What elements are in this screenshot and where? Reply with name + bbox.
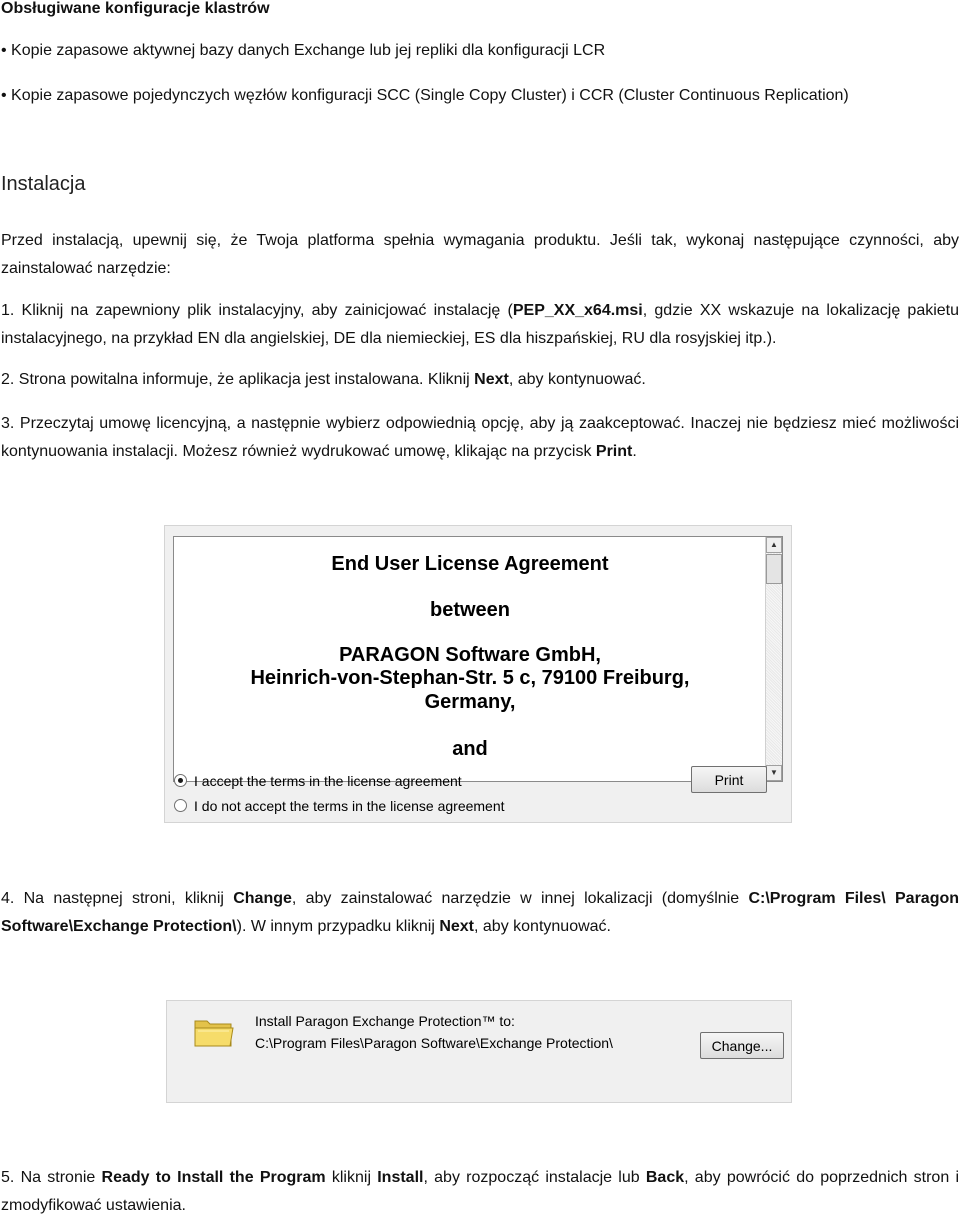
eula-between: between bbox=[429, 599, 511, 621]
step-5-paragraph bbox=[1, 1164, 959, 1220]
eula-text-box bbox=[173, 536, 783, 782]
step-5-ready: Ready to Install the Program bbox=[101, 1169, 326, 1186]
scroll-down-icon[interactable]: ▼ bbox=[766, 765, 782, 781]
decline-radio[interactable] bbox=[174, 799, 187, 812]
accept-radio[interactable] bbox=[174, 774, 187, 787]
change-button[interactable]: Change... bbox=[700, 1032, 784, 1059]
print-button[interactable]: Print bbox=[691, 766, 767, 793]
bullet-scc-ccr: • Kopie zapasowe pojedynczych węzłów konfiguracji SCC (Single Copy Cluster) i CCR (Cluster Continuous Replication) bbox=[1, 87, 849, 104]
step-4-next: Next bbox=[439, 918, 475, 935]
decline-label: I do not accept the terms in the license agreement bbox=[194, 798, 505, 814]
eula-and: and bbox=[452, 738, 488, 760]
step-5-back: Back bbox=[645, 1169, 685, 1186]
step-1-text-a: 1. Kliknij na zapewniony plik instalacyjny, aby zainicjować instalację ( bbox=[1, 302, 513, 319]
step-5-text-a: 5. Na stronie bbox=[1, 1169, 102, 1186]
step-4-text-e: ). W innym przypadku kliknij bbox=[236, 918, 440, 935]
folder-icon bbox=[193, 1015, 235, 1049]
step-1-paragraph bbox=[1, 297, 959, 353]
step-3-print: Print bbox=[595, 443, 633, 460]
step-2-paragraph bbox=[1, 366, 959, 394]
eula-dialog bbox=[164, 525, 792, 823]
step-4-default-path: C:\Program Files\ Paragon Software\Exchange Protection\ bbox=[1, 890, 960, 935]
eula-text bbox=[174, 537, 766, 781]
step-1-filename: PEP_XX_x64.msi bbox=[512, 302, 643, 319]
step-1-text-c: , gdzie XX wskazuje na lokalizację pakietu instalacyjnego, na przykład EN dla angielskiej, DE dla niemieckiej, ES dla hiszpańskiej, RU dla rosyjskiej itp.). bbox=[1, 302, 960, 347]
scroll-thumb[interactable] bbox=[766, 554, 782, 584]
install-path: C:\Program Files\Paragon Software\Exchange Protection\ bbox=[255, 1035, 613, 1051]
step-2-text-c: , aby kontynuować. bbox=[508, 371, 646, 388]
eula-country: Germany, bbox=[424, 691, 516, 713]
step-5-text-e: , aby rozpocząć instalacje lub bbox=[423, 1169, 646, 1186]
section-heading-clusters: Obsługiwane konfiguracje klastrów bbox=[1, 0, 270, 17]
eula-scrollbar[interactable] bbox=[765, 537, 782, 781]
step-3-text-c: . bbox=[632, 443, 637, 460]
install-location-dialog bbox=[166, 1000, 792, 1103]
eula-title: End User License Agreement bbox=[331, 553, 609, 575]
step-4-text-c: , aby zainstalować narzędzie w innej lokalizacji (domyślnie bbox=[291, 890, 749, 907]
step-4-text-a: 4. Na następnej stroni, kliknij bbox=[1, 890, 234, 907]
step-5-install: Install bbox=[377, 1169, 424, 1186]
step-3-text-a: 3. Przeczytaj umowę licencyjną, a następnie wybierz odpowiednią opcję, aby ją zaakceptować. Inaczej nie będziesz mieć możliwości kontynuowania instalacji. Możesz również wydrukować umowę, klikając na przycisk bbox=[1, 415, 959, 460]
step-4-text-g: , aby kontynuować. bbox=[474, 918, 611, 935]
step-5-text-c: kliknij bbox=[325, 1169, 378, 1186]
bullet-lcr: • Kopie zapasowe aktywnej bazy danych Exchange lub jej repliki dla konfiguracji LCR bbox=[1, 42, 606, 59]
scroll-up-icon[interactable]: ▲ bbox=[766, 537, 782, 553]
step-2-next: Next bbox=[474, 371, 509, 388]
section-heading-install: Instalacja bbox=[1, 173, 86, 195]
step-4-paragraph bbox=[1, 885, 959, 941]
install-to-label: Install Paragon Exchange Protection™ to: bbox=[255, 1013, 515, 1029]
step-2-text-a: 2. Strona powitalna informuje, że aplikacja jest instalowana. Kliknij bbox=[1, 371, 475, 388]
step-4-change: Change bbox=[233, 890, 292, 907]
accept-label: I accept the terms in the license agreement bbox=[194, 773, 462, 789]
eula-company: PARAGON Software GmbH, bbox=[339, 644, 601, 666]
step-3-paragraph bbox=[1, 410, 959, 466]
eula-address: Heinrich-von-Stephan-Str. 5 c, 79100 Freiburg, bbox=[250, 667, 690, 689]
step-5-text-g: , aby powrócić do poprzednich stron i zmodyfikować ustawienia. bbox=[1, 1169, 960, 1214]
intro-paragraph: Przed instalacją, upewnij się, że Twoja platforma spełnia wymagania produktu. Jeśli tak, wykonaj następujące czynności, aby zainstalować narzędzie: bbox=[1, 232, 959, 277]
